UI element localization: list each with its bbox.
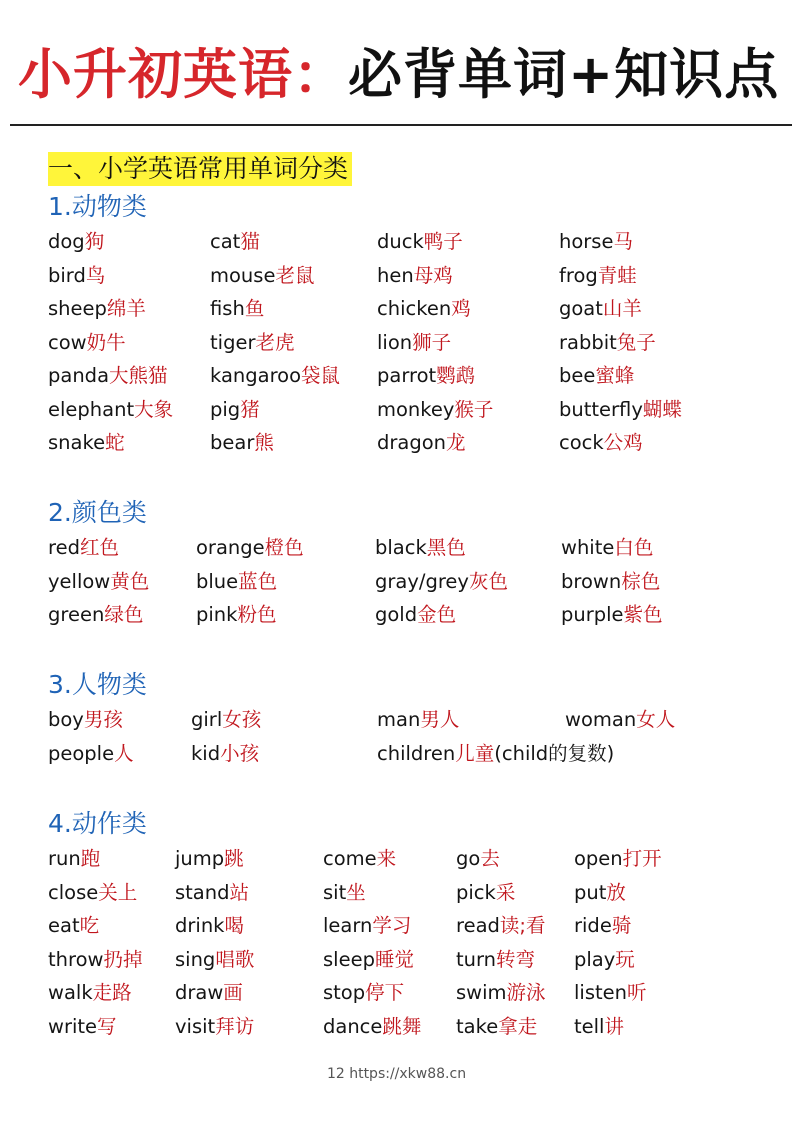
- word-chinese: 蓝色: [238, 569, 278, 593]
- word-entry: [375, 569, 508, 595]
- word-english: lion: [377, 330, 413, 354]
- category-heading: 4.动作类: [48, 809, 147, 838]
- word-entry: [191, 741, 259, 767]
- word-entry: [561, 535, 653, 561]
- word-chinese: 龙: [446, 431, 466, 454]
- word-english: girl: [191, 708, 223, 731]
- word-chinese: 鸭子: [423, 230, 463, 253]
- word-entry: [456, 947, 535, 973]
- word-english: hen: [377, 263, 414, 287]
- word-chinese: 女孩: [222, 708, 262, 731]
- word-english: panda: [48, 364, 110, 387]
- word-entry: [377, 229, 463, 255]
- word-english: stand: [175, 880, 230, 904]
- word-entry: [375, 602, 456, 628]
- word-english: sing: [175, 947, 216, 971]
- word-english: turn: [456, 947, 497, 971]
- word-entry: [323, 913, 411, 939]
- word-english: throw: [48, 947, 104, 971]
- word-entry: [48, 846, 100, 872]
- word-english: eat: [48, 914, 80, 937]
- word-english: man: [377, 708, 421, 731]
- word-chinese: 黑色: [426, 536, 466, 559]
- word-chinese: 游泳: [506, 981, 546, 1004]
- word-english: read: [456, 914, 500, 937]
- word-chinese: 男孩: [83, 708, 123, 731]
- word-entry: [377, 397, 493, 423]
- word-chinese: 吃: [79, 914, 100, 937]
- word-chinese: 去: [480, 847, 500, 870]
- word-entry: [565, 707, 675, 733]
- word-chinese: 停下: [365, 981, 405, 1004]
- word-entry: [48, 296, 146, 322]
- word-entry: [48, 1014, 117, 1040]
- word-chinese: 走路: [92, 981, 132, 1004]
- word-chinese: 听: [627, 981, 647, 1004]
- word-chinese: 转弯: [496, 947, 536, 971]
- word-chinese: 跳舞: [382, 1014, 422, 1038]
- word-chinese: 讲: [604, 1014, 624, 1038]
- word-entry: [210, 229, 260, 255]
- title-divider: [10, 124, 792, 126]
- word-entry: [48, 741, 134, 767]
- word-chinese: 画: [223, 981, 243, 1004]
- word-entry: [175, 846, 244, 872]
- word-entry: [323, 1014, 421, 1040]
- word-english: goat: [559, 297, 603, 320]
- word-chinese: 鸟: [85, 263, 106, 287]
- word-english: snake: [48, 431, 106, 454]
- word-entry: [323, 947, 414, 973]
- category-heading: 2.颜色类: [48, 498, 147, 527]
- word-english: learn: [323, 914, 373, 937]
- word-entry: [456, 913, 546, 939]
- word-english: go: [456, 847, 481, 870]
- word-entry: [48, 707, 123, 733]
- word-chinese: 大象: [134, 397, 174, 421]
- section-heading: 一、小学英语常用单词分类: [48, 152, 352, 186]
- word-chinese: 山羊: [602, 297, 642, 320]
- word-entry: [196, 569, 277, 595]
- word-chinese: 金色: [417, 603, 457, 626]
- word-english: pig: [210, 397, 241, 421]
- word-chinese: 猴子: [454, 397, 494, 421]
- word-chinese: 紫色: [623, 603, 663, 626]
- word-english: horse: [559, 230, 614, 253]
- word-entry: [559, 330, 656, 356]
- word-english: stop: [323, 981, 366, 1004]
- word-entry: [175, 913, 244, 939]
- word-english: listen: [574, 981, 627, 1004]
- word-english: bee: [559, 364, 596, 387]
- word-entry: [48, 535, 119, 561]
- word-english: children: [377, 742, 456, 765]
- word-entry: [574, 980, 647, 1006]
- word-chinese: 老鼠: [275, 263, 315, 287]
- word-english: pink: [196, 603, 238, 626]
- word-entry: [48, 880, 137, 906]
- word-chinese: 关上: [98, 880, 138, 904]
- word-english: woman: [565, 708, 637, 731]
- word-english: orange: [196, 536, 265, 559]
- word-entry: [574, 947, 635, 973]
- word-chinese: 男人: [420, 708, 460, 731]
- page-footer: 12 https://xkw88.cn: [326, 1066, 467, 1082]
- word-chinese: 拿走: [498, 1014, 538, 1038]
- word-entry: [574, 1014, 624, 1040]
- word-chinese: 小孩: [220, 742, 260, 765]
- word-chinese: 放: [606, 880, 626, 904]
- word-english: put: [574, 880, 607, 904]
- word-entry: [559, 430, 643, 456]
- word-english: people: [48, 742, 115, 765]
- word-english: blue: [196, 569, 239, 593]
- word-chinese: 棕色: [621, 569, 661, 593]
- word-entry: [48, 569, 149, 595]
- word-english: take: [456, 1014, 499, 1038]
- title-part-black: 必背单词+知识点: [348, 43, 780, 106]
- word-chinese: 蜜蜂: [595, 364, 635, 387]
- word-chinese: 蝴蝶: [642, 397, 682, 421]
- word-english: fish: [210, 297, 245, 320]
- word-entry: [377, 741, 614, 767]
- word-entry: [377, 263, 453, 289]
- word-chinese: 站: [229, 880, 250, 904]
- word-entry: [210, 430, 274, 456]
- word-chinese: 喝: [224, 914, 244, 937]
- word-entry: [559, 397, 682, 423]
- word-english: ride: [574, 914, 612, 937]
- word-entry: [561, 569, 660, 595]
- word-chinese: 蛇: [105, 431, 125, 454]
- word-english: visit: [175, 1014, 216, 1038]
- word-chinese: 来: [376, 847, 397, 870]
- page-title: [18, 40, 788, 110]
- word-chinese: 袋鼠: [301, 364, 341, 387]
- word-chinese: 猫: [240, 230, 260, 253]
- word-entry: [456, 880, 515, 906]
- word-entry: [48, 330, 126, 356]
- word-english: draw: [175, 981, 224, 1004]
- word-chinese: 母鸡: [413, 263, 453, 287]
- word-chinese: 白色: [614, 536, 654, 559]
- word-english: cow: [48, 330, 87, 354]
- word-english: yellow: [48, 569, 111, 593]
- word-chinese: 采: [495, 880, 516, 904]
- word-chinese: 粉色: [237, 603, 277, 626]
- word-entry: [48, 363, 168, 389]
- word-entry: [377, 296, 471, 322]
- word-chinese: 骑: [611, 914, 632, 937]
- word-chinese: 鹦鹉: [436, 364, 476, 387]
- word-chinese: 女人: [636, 708, 676, 731]
- word-english: elephant: [48, 397, 135, 421]
- word-entry: [559, 363, 634, 389]
- word-english: jump: [175, 847, 225, 870]
- word-english: brown: [561, 569, 622, 593]
- word-chinese: 跳: [224, 847, 244, 870]
- word-entry: [210, 330, 294, 356]
- word-english: butterfly: [559, 397, 643, 421]
- word-english: run: [48, 847, 81, 870]
- word-english: green: [48, 603, 105, 626]
- word-english: duck: [377, 230, 424, 253]
- word-chinese: 绿色: [104, 603, 144, 626]
- word-entry: [48, 980, 132, 1006]
- word-entry: [175, 947, 254, 973]
- word-chinese: 狮子: [412, 330, 452, 354]
- word-english: open: [574, 847, 623, 870]
- word-english: come: [323, 847, 377, 870]
- word-chinese: 拜访: [215, 1014, 255, 1038]
- word-entry: [377, 707, 459, 733]
- word-chinese: 兔子: [616, 330, 656, 354]
- word-english: kid: [191, 742, 221, 765]
- word-chinese: 睡觉: [374, 947, 414, 971]
- word-english: white: [561, 536, 615, 559]
- title-part-red: 小升初英语：: [18, 43, 348, 106]
- word-chinese: 跑: [80, 847, 101, 870]
- word-entry: [175, 1014, 254, 1040]
- word-entry: [377, 363, 475, 389]
- word-entry: [456, 1014, 537, 1040]
- word-chinese: 坐: [346, 880, 366, 904]
- word-entry: [48, 430, 125, 456]
- word-entry: [210, 296, 264, 322]
- word-entry: [574, 846, 662, 872]
- word-entry: [323, 846, 396, 872]
- word-english: walk: [48, 981, 93, 1004]
- word-chinese: 黄色: [110, 569, 150, 593]
- word-chinese: 儿童: [455, 742, 495, 765]
- word-english: purple: [561, 603, 624, 626]
- word-chinese: 写: [97, 1014, 117, 1038]
- word-chinese: 扔掉: [103, 947, 143, 971]
- word-chinese: 大熊猫: [109, 364, 168, 387]
- word-chinese: 鱼: [244, 297, 265, 320]
- category-heading: 1.动物类: [48, 192, 147, 221]
- word-entry: [48, 602, 143, 628]
- word-chinese: 唱歌: [215, 947, 255, 971]
- word-chinese: 橙色: [264, 536, 304, 559]
- word-english: write: [48, 1014, 98, 1038]
- word-chinese: 熊: [254, 431, 274, 454]
- word-chinese: 狗: [84, 230, 105, 253]
- word-chinese: 红色: [79, 536, 119, 559]
- word-entry: [323, 880, 366, 906]
- word-entry: [175, 980, 243, 1006]
- word-entry: [48, 947, 143, 973]
- word-chinese: 老虎: [255, 330, 295, 354]
- word-chinese: 读;看: [499, 914, 546, 937]
- word-english: black: [375, 536, 427, 559]
- word-chinese: 奶牛: [86, 330, 126, 354]
- word-english: parrot: [377, 364, 437, 387]
- word-english: sleep: [323, 947, 375, 971]
- word-entry: [377, 330, 451, 356]
- word-entry: [210, 263, 314, 289]
- word-entry: [210, 363, 340, 389]
- word-entry: [196, 535, 304, 561]
- word-entry: [375, 535, 466, 561]
- word-english: pick: [456, 880, 496, 904]
- word-english: chicken: [377, 297, 452, 320]
- word-english: close: [48, 880, 99, 904]
- word-entry: [377, 430, 466, 456]
- word-english: gold: [375, 603, 418, 626]
- word-english: bird: [48, 263, 86, 287]
- word-english: sheep: [48, 297, 107, 320]
- word-english: red: [48, 536, 80, 559]
- word-entry: [559, 263, 637, 289]
- word-english: dog: [48, 230, 85, 253]
- word-english: tell: [574, 1014, 605, 1038]
- word-entry: [574, 913, 631, 939]
- word-chinese: 鸡: [451, 297, 471, 320]
- word-entry: [175, 880, 249, 906]
- word-english: cock: [559, 431, 604, 454]
- word-entry: [559, 229, 633, 255]
- word-english: boy: [48, 708, 84, 731]
- word-chinese: 绵羊: [106, 297, 146, 320]
- word-entry: [561, 602, 663, 628]
- word-entry: [456, 980, 546, 1006]
- word-entry: [48, 913, 99, 939]
- word-english: frog: [559, 263, 598, 287]
- word-english: monkey: [377, 397, 455, 421]
- word-english: drink: [175, 914, 225, 937]
- word-entry: [574, 880, 626, 906]
- word-entry: [456, 846, 500, 872]
- category-heading: 3.人物类: [48, 670, 147, 699]
- word-english: rabbit: [559, 330, 617, 354]
- word-chinese: 打开: [622, 847, 662, 870]
- word-entry: [191, 707, 261, 733]
- word-chinese: 马: [613, 230, 633, 253]
- word-chinese: 公鸡: [603, 431, 643, 454]
- word-note: (child的复数): [494, 742, 615, 765]
- word-english: cat: [210, 230, 241, 253]
- word-entry: [48, 229, 104, 255]
- word-english: swim: [456, 981, 507, 1004]
- word-english: dragon: [377, 431, 447, 454]
- word-chinese: 人: [114, 742, 134, 765]
- word-english: kangaroo: [210, 364, 302, 387]
- word-english: tiger: [210, 330, 256, 354]
- word-entry: [48, 397, 173, 423]
- word-entry: [559, 296, 642, 322]
- word-chinese: 玩: [615, 947, 635, 971]
- word-chinese: 青蛙: [597, 263, 637, 287]
- word-entry: [210, 397, 260, 423]
- word-english: sit: [323, 880, 347, 904]
- word-chinese: 猪: [240, 397, 260, 421]
- word-entry: [48, 263, 105, 289]
- word-english: mouse: [210, 263, 276, 287]
- word-english: dance: [323, 1014, 383, 1038]
- word-english: bear: [210, 431, 255, 454]
- word-english: gray/grey: [375, 569, 469, 593]
- word-chinese: 灰色: [468, 569, 508, 593]
- word-chinese: 学习: [372, 914, 412, 937]
- word-entry: [196, 602, 276, 628]
- word-english: play: [574, 947, 616, 971]
- word-entry: [323, 980, 404, 1006]
